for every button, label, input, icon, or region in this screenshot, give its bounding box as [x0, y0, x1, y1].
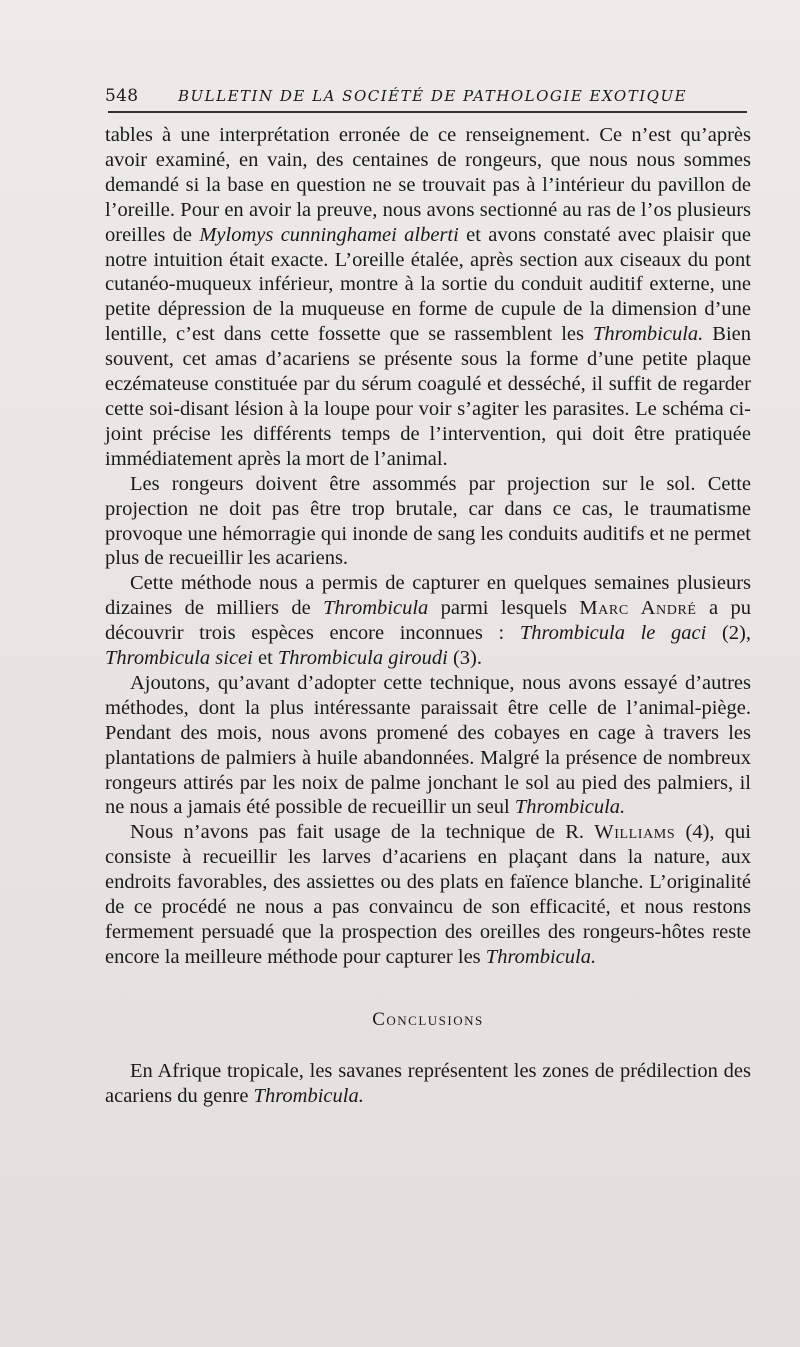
text-run: Bien souvent, cet amas d’acariens se présente sous la forme d’une petite plaque eczémateuse constituée par du sérum coagulé et desséché, il suffit de regarder cette soi-disant lésion à la loupe pour voir s’agiter les parasites. Le schéma ci-joint précise les différents temps de l’intervention, qui doit être pratiquée immédiatement après la mort de l’animal.: [105, 323, 751, 470]
author-name: Marc André: [579, 597, 697, 620]
running-head: BULLETIN DE LA SOCIÉTÉ DE PATHOLOGIE EXOTIQUE: [178, 87, 688, 105]
italic-text: Thrombicula sicei: [105, 647, 253, 670]
text-run: a pu découvrir trois espèces encore inconnues :: [105, 597, 751, 645]
page-number: 548: [105, 86, 139, 106]
paragraph-4: [105, 671, 751, 820]
article-body: [105, 123, 751, 1109]
italic-text: Thrombicula le gaci: [519, 622, 707, 645]
text-run: (4), qui consiste à recueillir les larves d’acariens en plaçant dans la nature, aux endroits favorables, des assiettes ou des plats en faïence blanche. L’originalité de ce procédé ne nous a pas convaincu de son efficacité, et nous restons fermement persuadé que la prospection des oreilles des rongeurs-hôtes reste encore la meilleure méthode pour capturer les: [105, 821, 752, 968]
paragraphs: [105, 123, 751, 970]
paragraph-2: [105, 472, 751, 572]
section-heading: Conclusions: [372, 1008, 484, 1030]
italic-text: Thrombicula.: [253, 1084, 364, 1107]
paragraph-1: [105, 123, 751, 472]
text-run: et avons constaté avec plaisir que notre intuition était exacte. L’oreille étalée, après section aux ciseaux du pont cutanéo-muqueux inférieur, montre à la sortie du conduit auditif externe, une petite dépression de la muqueuse en forme de cupule de la dimension d’une lentille, c’est dans cette fossette que se rassemblent les: [105, 223, 751, 346]
header-rule: [108, 111, 747, 113]
text-run: et: [252, 647, 278, 670]
italic-text: Thrombicula.: [485, 945, 597, 968]
running-header: [105, 74, 744, 104]
text-run: Ajoutons, qu’avant d’adopter cette technique, nous avons essayé d’autres méthodes, dont la plus intéressante paraissait être celle de l’animal-piège. Pendant des mois, nous avons promené des cobayes en cage à travers les plantations de palmiers à huile abandonnées. Malgré la présence de nombreux rongeurs attirés par les noix de palme jonchant le sol au pied des palmiers, il ne nous a jamais été possible de recueillir un seul: [105, 671, 751, 819]
paragraph-5: [105, 820, 751, 969]
italic-text: Thrombicula.: [514, 796, 626, 819]
text-run: tables à une interprétation erronée de ce renseignement. Ce n’est qu’après avoir examiné, en vain, des centaines de rongeurs, que nous nous sommes demandé si la base en question ne se trouvait pas à l’intérieur du pavillon de l’oreille. Pour en avoir la preuve, nous avons sectionné au ras de l’os plusieurs oreilles de: [105, 124, 751, 246]
paragraph-3: [105, 571, 751, 671]
italic-text: Thrombicula.: [592, 323, 704, 346]
text-run: (2),: [706, 622, 751, 645]
italic-text: Thrombicula giroudi: [277, 647, 448, 670]
italic-text: Thrombicula: [323, 597, 429, 620]
text-run: Cette méthode nous a permis de capturer en quelques semaines plusieurs dizaines de milliers de: [105, 572, 751, 620]
text-run: En Afrique tropicale, les savanes représentent les zones de prédilection des acariens du genre: [105, 1059, 751, 1107]
text-run: (3).: [447, 647, 482, 670]
text-run: Les rongeurs doivent être assommés par projection sur le sol. Cette projection ne doit pas être trop brutale, car dans ce cas, le traumatisme provoque une hémorragie qui inonde de sang les conduits auditifs et ne permet plus de recueillir les acariens.: [105, 472, 751, 570]
italic-text: Mylomys cunninghamei alberti: [199, 223, 459, 246]
author-name: Williams: [594, 821, 676, 844]
conclusion-paragraph-container: [105, 1059, 751, 1109]
text-run: parmi lesquels: [428, 597, 580, 620]
text-run: Nous n’avons pas fait usage de la technique de R.: [130, 821, 595, 844]
conclusion-paragraph: [105, 1059, 751, 1109]
